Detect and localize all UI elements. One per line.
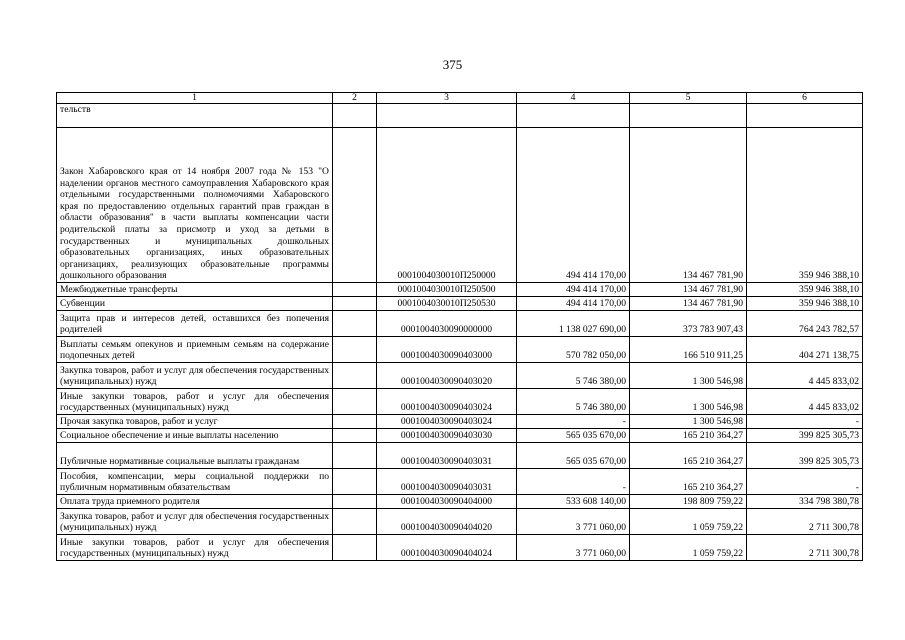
row-value-cell: 565 035 670,00 bbox=[517, 429, 630, 443]
row-code-cell: 0001004030090403024 bbox=[377, 415, 517, 429]
row-code-cell: 0001004030090403031 bbox=[377, 469, 517, 495]
row-value-cell: 494 414 170,00 bbox=[517, 283, 630, 297]
row-empty-cell bbox=[333, 469, 377, 495]
row-name-cell: Закупка товаров, работ и услуг для обеспечения государственных (муниципальных) нужд bbox=[57, 363, 333, 389]
row-value-cell: 1 300 546,98 bbox=[630, 389, 747, 415]
row-name-cell: Социальное обеспечение и иные выплаты населению bbox=[57, 429, 333, 443]
row-value-cell: 5 746 380,00 bbox=[517, 363, 630, 389]
row-code-cell bbox=[377, 104, 517, 128]
row-value-cell: 359 946 388,10 bbox=[747, 297, 863, 311]
row-value-cell: - bbox=[747, 469, 863, 495]
row-empty-cell bbox=[333, 429, 377, 443]
row-name-cell: Иные закупки товаров, работ и услуг для обеспечения государственных (муниципальных) нужд bbox=[57, 389, 333, 415]
table-row bbox=[57, 429, 863, 443]
row-empty-cell bbox=[333, 443, 377, 469]
row-value-cell: 570 782 050,00 bbox=[517, 337, 630, 363]
row-code-cell: 0001004030090403030 bbox=[377, 429, 517, 443]
row-empty-cell bbox=[333, 415, 377, 429]
row-value-cell: 373 783 907,43 bbox=[630, 311, 747, 337]
row-code-cell: 0001004030090404020 bbox=[377, 509, 517, 535]
row-name-cell: Межбюджетные трансферты bbox=[57, 283, 333, 297]
table-row bbox=[57, 104, 863, 128]
table-row bbox=[57, 283, 863, 297]
row-name-cell: Оплата труда приемного родителя bbox=[57, 495, 333, 509]
row-value-cell: 565 035 670,00 bbox=[517, 443, 630, 469]
page-number: 375 bbox=[442, 57, 463, 72]
table-row bbox=[57, 495, 863, 509]
row-value-cell: 359 946 388,10 bbox=[747, 128, 863, 283]
row-value-cell: - bbox=[517, 415, 630, 429]
row-code-cell: 0001004030010П250500 bbox=[377, 283, 517, 297]
column-header: 5 bbox=[630, 93, 747, 104]
row-value-cell: 165 210 364,27 bbox=[630, 469, 747, 495]
row-name-cell: Субвенции bbox=[57, 297, 333, 311]
row-value-cell: 494 414 170,00 bbox=[517, 128, 630, 283]
row-empty-cell bbox=[333, 509, 377, 535]
row-value-cell: 134 467 781,90 bbox=[630, 128, 747, 283]
row-name-cell: Иные закупки товаров, работ и услуг для обеспечения государственных (муниципальных) нужд bbox=[57, 535, 333, 561]
row-value-cell: 3 771 060,00 bbox=[517, 509, 630, 535]
table-row bbox=[57, 535, 863, 561]
row-code-cell: 0001004030090403031 bbox=[377, 443, 517, 469]
row-empty-cell bbox=[333, 389, 377, 415]
row-code-cell: 0001004030010П250530 bbox=[377, 297, 517, 311]
row-value-cell: 404 271 138,75 bbox=[747, 337, 863, 363]
column-header: 6 bbox=[747, 93, 863, 104]
row-value-cell: - bbox=[747, 415, 863, 429]
table-row bbox=[57, 469, 863, 495]
row-name-cell: Прочая закупка товаров, работ и услуг bbox=[57, 415, 333, 429]
row-value-cell bbox=[747, 104, 863, 128]
row-empty-cell bbox=[333, 337, 377, 363]
row-value-cell: 4 445 833,02 bbox=[747, 363, 863, 389]
row-value-cell bbox=[517, 104, 630, 128]
row-empty-cell bbox=[333, 297, 377, 311]
row-value-cell: 1 300 546,98 bbox=[630, 363, 747, 389]
column-header: 1 bbox=[57, 93, 333, 104]
table-row bbox=[57, 443, 863, 469]
row-value-cell: - bbox=[517, 469, 630, 495]
row-value-cell: 1 300 546,98 bbox=[630, 415, 747, 429]
table-row bbox=[57, 415, 863, 429]
row-name-cell: Пособия, компенсации, меры социальной поддержки по публичным нормативным обязательствам bbox=[57, 469, 333, 495]
table-row bbox=[57, 128, 863, 283]
column-header: 3 bbox=[377, 93, 517, 104]
row-value-cell: 4 445 833,02 bbox=[747, 389, 863, 415]
row-empty-cell bbox=[333, 104, 377, 128]
column-header: 2 bbox=[333, 93, 377, 104]
row-value-cell: 134 467 781,90 bbox=[630, 297, 747, 311]
row-value-cell: 1 059 759,22 bbox=[630, 535, 747, 561]
row-empty-cell bbox=[333, 535, 377, 561]
table-row bbox=[57, 311, 863, 337]
row-value-cell: 1 138 027 690,00 bbox=[517, 311, 630, 337]
column-header: 4 bbox=[517, 93, 630, 104]
row-code-cell: 0001004030090404024 bbox=[377, 535, 517, 561]
budget-table bbox=[56, 92, 863, 561]
row-name-cell: тельств bbox=[57, 104, 333, 128]
row-code-cell: 0001004030090403000 bbox=[377, 337, 517, 363]
row-value-cell: 359 946 388,10 bbox=[747, 283, 863, 297]
row-value-cell: 494 414 170,00 bbox=[517, 297, 630, 311]
row-value-cell: 166 510 911,25 bbox=[630, 337, 747, 363]
table-row bbox=[57, 297, 863, 311]
row-name-cell: Закупка товаров, работ и услуг для обеспечения государственных (муниципальных) нужд bbox=[57, 509, 333, 535]
row-empty-cell bbox=[333, 283, 377, 297]
row-code-cell: 0001004030090403020 bbox=[377, 363, 517, 389]
row-value-cell: 533 608 140,00 bbox=[517, 495, 630, 509]
row-code-cell: 0001004030090404000 bbox=[377, 495, 517, 509]
row-name-cell: Публичные нормативные социальные выплаты гражданам bbox=[57, 443, 333, 469]
row-code-cell: 0001004030090403024 bbox=[377, 389, 517, 415]
row-name-cell: Защита прав и интересов детей, оставшихся без попечения родителей bbox=[57, 311, 333, 337]
row-empty-cell bbox=[333, 363, 377, 389]
row-value-cell: 165 210 364,27 bbox=[630, 429, 747, 443]
row-empty-cell bbox=[333, 128, 377, 283]
row-value-cell: 764 243 782,57 bbox=[747, 311, 863, 337]
row-value-cell: 165 210 364,27 bbox=[630, 443, 747, 469]
row-value-cell: 198 809 759,22 bbox=[630, 495, 747, 509]
row-code-cell: 0001004030090000000 bbox=[377, 311, 517, 337]
row-value-cell: 1 059 759,22 bbox=[630, 509, 747, 535]
row-value-cell: 334 798 380,78 bbox=[747, 495, 863, 509]
row-value-cell: 5 746 380,00 bbox=[517, 389, 630, 415]
row-empty-cell bbox=[333, 495, 377, 509]
table-row bbox=[57, 337, 863, 363]
row-value-cell: 2 711 300,78 bbox=[747, 535, 863, 561]
row-value-cell: 399 825 305,73 bbox=[747, 443, 863, 469]
table-row bbox=[57, 509, 863, 535]
row-name-cell: Закон Хабаровского края от 14 ноября 2007 года № 153 "О наделении органов местного самоуправления Хабаровского края отдельными государственными полномочиями Хабаровского края по предоставлению отдельных гарантий прав граждан в области образования" в части выплаты компенсации части родительской платы за присмотр и уход за детьми в государственных и муниципальных дошкольных образовательных организациях, иных образовательных организациях, реализующих образовательные программы дошкольного образования bbox=[57, 128, 333, 283]
row-value-cell: 399 825 305,73 bbox=[747, 429, 863, 443]
row-value-cell: 134 467 781,90 bbox=[630, 283, 747, 297]
row-value-cell bbox=[630, 104, 747, 128]
table-row bbox=[57, 363, 863, 389]
row-name-cell: Выплаты семьям опекунов и приемным семьям на содержание подопечных детей bbox=[57, 337, 333, 363]
row-empty-cell bbox=[333, 311, 377, 337]
row-code-cell: 0001004030010П250000 bbox=[377, 128, 517, 283]
column-number-row bbox=[57, 93, 863, 104]
table-row bbox=[57, 389, 863, 415]
row-value-cell: 2 711 300,78 bbox=[747, 509, 863, 535]
row-value-cell: 3 771 060,00 bbox=[517, 535, 630, 561]
